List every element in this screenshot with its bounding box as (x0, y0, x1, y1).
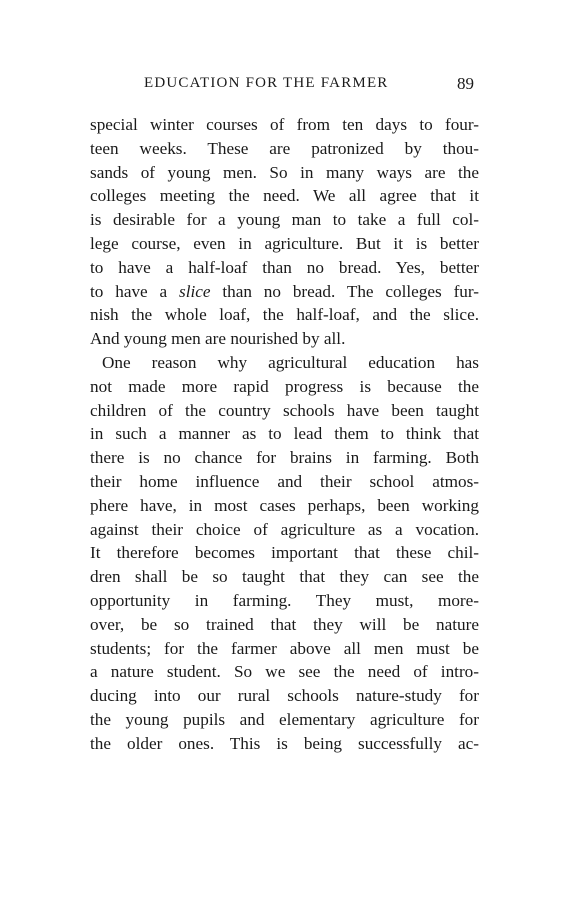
text-line: not made more rapid progress is because the (90, 376, 479, 396)
emphasis-word: slice (179, 281, 211, 301)
text-segment: to have a (90, 281, 179, 301)
paragraph-end-line: And young men are nourished by all. (90, 329, 346, 349)
text-line: a nature student. So we see the need of intro- (90, 662, 479, 682)
text-line: phere have, in most cases perhaps, been working (90, 495, 479, 515)
text-line: teen weeks. These are patronized by thou- (90, 138, 479, 158)
text-line: nish the whole loaf, the half-loaf, and the slice. (90, 305, 479, 325)
text-line: the older ones. This is being successfully ac- (90, 733, 479, 753)
text-line: against their choice of agriculture as a vocation. (90, 519, 479, 539)
text-line: ducing into our rural schools nature-study for (90, 686, 479, 706)
text-line: special winter courses of from ten days to four- (90, 115, 479, 134)
text-line: children of the country schools have been taught (90, 400, 479, 420)
text-line (90, 280, 479, 304)
text-line: is desirable for a young man to take a full col- (90, 210, 479, 230)
paragraph-start-line: One reason why agricultural education has (102, 352, 479, 372)
text-line: It therefore becomes important that these chil- (90, 543, 479, 563)
text-line: there is no chance for brains in farming. Both (90, 448, 479, 468)
text-line: opportunity in farming. They must, more- (90, 590, 479, 610)
text-line: lege course, even in agriculture. But it is better (90, 233, 479, 253)
text-line: students; for the farmer above all men must be (90, 638, 479, 658)
text-line: over, be so trained that they will be nature (90, 614, 479, 634)
text-line: to have a half-loaf than no bread. Yes, better (90, 257, 479, 277)
text-line: the young pupils and elementary agriculture for (90, 709, 479, 729)
text-line: their home influence and their school atmos- (90, 471, 479, 491)
body-text (90, 113, 479, 756)
text-line: sands of young men. So in many ways are the (90, 162, 479, 182)
running-title: EDUCATION FOR THE FARMER (144, 75, 389, 91)
text-line: colleges meeting the need. We all agree that it (90, 186, 479, 206)
page-header (92, 75, 476, 97)
text-segment: than no bread. The colleges fur- (210, 281, 479, 301)
text-line: dren shall be so taught that they can see the (90, 567, 479, 587)
page-number: 89 (457, 74, 474, 93)
text-line: in such a manner as to lead them to think that (90, 424, 479, 444)
